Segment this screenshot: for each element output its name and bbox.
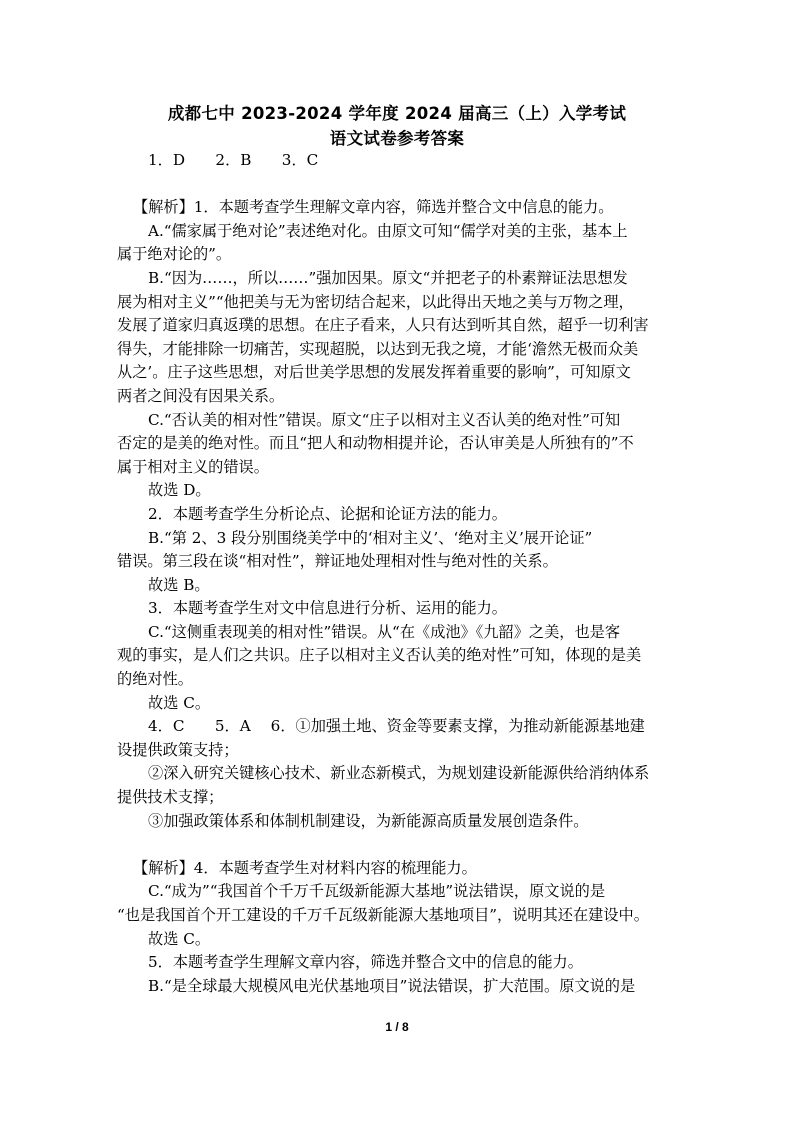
text-line: ③加强政策体系和体制机制建设，为新能源高质量发展创造条件。 — [148, 811, 589, 830]
text-line: 3．本题考查学生对文中信息进行分析、运用的能力。 — [148, 599, 507, 618]
text-line: “也是我国首个开工建设的千万千瓦级新能源大基地项目”，说明其还在建设中。 — [117, 906, 649, 924]
text-line: 【解析】4．本题考查学生对材料内容的梳理能力。 — [133, 858, 477, 877]
text-line: 故选 D。 — [148, 481, 211, 500]
answer-body — [117, 149, 685, 998]
text-line: 的绝对性。 — [117, 670, 193, 689]
text-line: 属于绝对论的”。 — [117, 245, 232, 264]
text-line: 属于相对主义的错误。 — [117, 457, 269, 476]
text-line: B.“是全球最大规模风电光伏基地项目”说法错误，扩大范围。原文说的是 — [148, 976, 636, 995]
text-line: C.“成为”“我国首个千万千瓦级新能源大基地”说法错误，原文说的是 — [148, 882, 606, 901]
text-line: 故选 B。 — [148, 575, 210, 594]
text-line: B.“第 2、3 段分别围绕美学中的‘相对主义’、‘绝对主义’展开论证” — [148, 528, 593, 547]
text-line: 【解析】1．本题考查学生理解文章内容，筛选并整合文中信息的能力。 — [133, 198, 614, 217]
text-line: 得失，才能排除一切痛苦，实现超脱，以达到无我之境，才能‘澹然无极而众美 — [117, 339, 639, 358]
text-line: 展为相对主义”“他把美与无为密切结合起来，以此得出天地之美与万物之理， — [117, 292, 634, 311]
text-line: 5．本题考查学生理解文章内容，筛选并整合文中的信息的能力。 — [148, 953, 583, 972]
text-line: ②深入研究关键核心技术、新业态新模式，为规划建设新能源供给消纳体系 — [148, 764, 650, 783]
paragraph-gap — [117, 833, 685, 857]
text-line: 设提供政策支持； — [117, 740, 239, 759]
text-line: 故选 C。 — [148, 693, 211, 712]
text-line: C.“否认美的相对性”错误。原文“庄子以相对主义否认美的绝对性”可知 — [148, 410, 621, 429]
page-number: 1 / 8 — [385, 1020, 409, 1034]
text-line: 从之’。庄子这些思想，对后世美学思想的发展发挥着重要的影响”，可知原文 — [117, 363, 631, 382]
text-line: 观的事实，是人们之共识。庄子以相对主义否认美的绝对性”可知，体现的是美 — [117, 646, 642, 665]
text-line: B.“因为……，所以……”强加因果。原文“并把老子的朴素辩证法思想发 — [148, 268, 628, 287]
page-title: 成都七中 2023-2024 学年度 2024 届高三（上）入学考试 — [167, 104, 627, 123]
text-line: C.“这侧重表现美的相对性”错误。从“在《成池》《九韶》之美，也是客 — [148, 622, 621, 641]
text-line: 4．C 5．A 6．①加强土地、资金等要素支撑，为推动新能源基地建 — [148, 717, 645, 736]
text-line: 1．D 2．B 3．C — [148, 151, 319, 169]
text-line: 2．本题考查学生分析论点、论据和论证方法的能力。 — [148, 504, 507, 523]
text-line: 两者之间没有因果关系。 — [117, 386, 285, 405]
text-line: 发展了道家归真返璞的思想。在庄子看来，人只有达到听其自然，超乎一切利害 — [117, 316, 649, 335]
paragraph-gap — [117, 173, 685, 197]
text-line: A.“儒家属于绝对论”表述绝对化。由原文可知“儒学对美的主张，基本上 — [148, 221, 628, 240]
text-line: 故选 C。 — [148, 929, 211, 948]
text-line: 提供技术支撑； — [117, 788, 224, 807]
page-subtitle: 语文试卷参考答案 — [329, 129, 465, 148]
text-line: 否定的是美的绝对性。而且“把人和动物相提并论，否认审美是人所独有的”不 — [117, 434, 634, 453]
text-line: 错误。第三段在谈“相对性”，辩证地处理相对性与绝对性的关系。 — [117, 552, 558, 571]
